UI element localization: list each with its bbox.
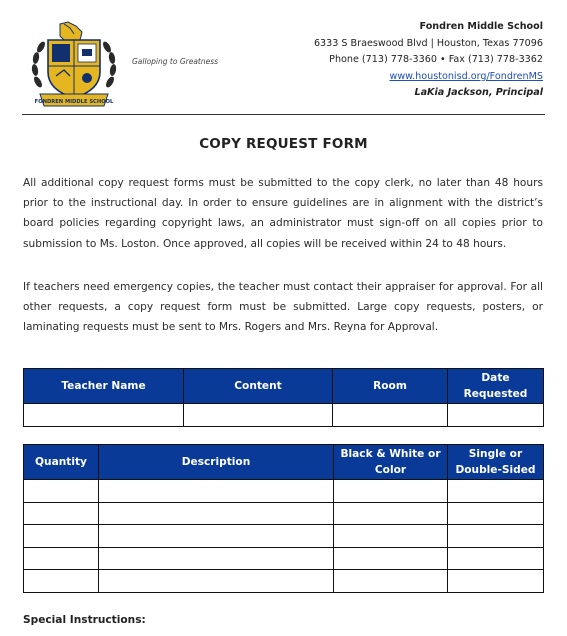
description-cell[interactable] xyxy=(99,547,334,570)
principal-name: LaKia Jackson, Principal xyxy=(414,87,543,98)
teacher-info-header-row xyxy=(24,369,544,404)
quantity-cell[interactable] xyxy=(24,480,99,503)
quantity-cell[interactable] xyxy=(24,502,99,525)
school-contact-block xyxy=(314,19,543,102)
instructions-paragraph-2: If teachers need emergency copies, the teacher must contact their appraiser for approval. For all other requests, a copy request form must be submitted. Large copy requests, posters, or laminating requests must be sent to Mrs. Rogers and Mrs. Reyna for Approval. xyxy=(23,281,543,334)
school-website-link[interactable]: www.houstonisd.org/FondrenMS xyxy=(389,70,543,82)
sides-cell[interactable] xyxy=(448,547,544,570)
table-row xyxy=(24,502,544,525)
sides-cell[interactable] xyxy=(448,570,544,593)
quantity-cell[interactable] xyxy=(24,525,99,548)
header-content: Content xyxy=(184,369,333,404)
copy-items-table xyxy=(23,444,544,593)
header-divider xyxy=(22,114,545,115)
room-cell[interactable] xyxy=(333,404,448,427)
color-cell[interactable] xyxy=(334,502,448,525)
school-crest-logo xyxy=(30,20,118,110)
header-sides: Single or Double-Sided xyxy=(448,445,544,480)
color-cell[interactable] xyxy=(334,525,448,548)
teacher-info-table xyxy=(23,368,544,427)
content-cell[interactable] xyxy=(184,404,333,427)
table-row xyxy=(24,570,544,593)
header-date-requested: Date Requested xyxy=(448,369,544,404)
date-requested-cell[interactable] xyxy=(448,404,544,427)
sides-cell[interactable] xyxy=(448,502,544,525)
copy-items-header-row xyxy=(24,445,544,480)
school-phone-fax: Phone (713) 778-3360 • Fax (713) 778-3362 xyxy=(329,54,543,65)
color-cell[interactable] xyxy=(334,570,448,593)
special-instructions-label: Special Instructions: xyxy=(23,614,146,626)
quantity-cell[interactable] xyxy=(24,547,99,570)
header-teacher-name: Teacher Name xyxy=(24,369,184,404)
teacher-info-row xyxy=(24,404,544,427)
color-cell[interactable] xyxy=(334,547,448,570)
form-title: COPY REQUEST FORM xyxy=(199,136,368,152)
teacher-name-cell[interactable] xyxy=(24,404,184,427)
school-name: Fondren Middle School xyxy=(419,21,543,32)
table-row xyxy=(24,525,544,548)
description-cell[interactable] xyxy=(99,480,334,503)
quantity-cell[interactable] xyxy=(24,570,99,593)
sides-cell[interactable] xyxy=(448,525,544,548)
table-row xyxy=(24,480,544,503)
description-cell[interactable] xyxy=(99,570,334,593)
header-quantity: Quantity xyxy=(24,445,99,480)
header-room: Room xyxy=(333,369,448,404)
header-description: Description xyxy=(99,445,334,480)
description-cell[interactable] xyxy=(99,502,334,525)
description-cell[interactable] xyxy=(99,525,334,548)
sides-cell[interactable] xyxy=(448,480,544,503)
header-color: Black & White or Color xyxy=(334,445,448,480)
table-row xyxy=(24,547,544,570)
school-tagline: Galloping to Greatness xyxy=(132,57,219,66)
color-cell[interactable] xyxy=(334,480,448,503)
instructions-paragraph-1: All additional copy request forms must be submitted to the copy clerk, no later than 48 hours prior to the instructional day. In order to ensure guidelines are in alignment with the district’s board policies regarding copyright laws, an administrator must sign-off on all copies prior to submission to Ms. Loston. Once approved, all copies will be received within 24 to 48 hours. xyxy=(23,177,543,250)
school-address: 6333 S Braeswood Blvd | Houston, Texas 77096 xyxy=(313,37,543,49)
crest-banner-text: FONDREN MIDDLE SCHOOL xyxy=(34,99,114,105)
